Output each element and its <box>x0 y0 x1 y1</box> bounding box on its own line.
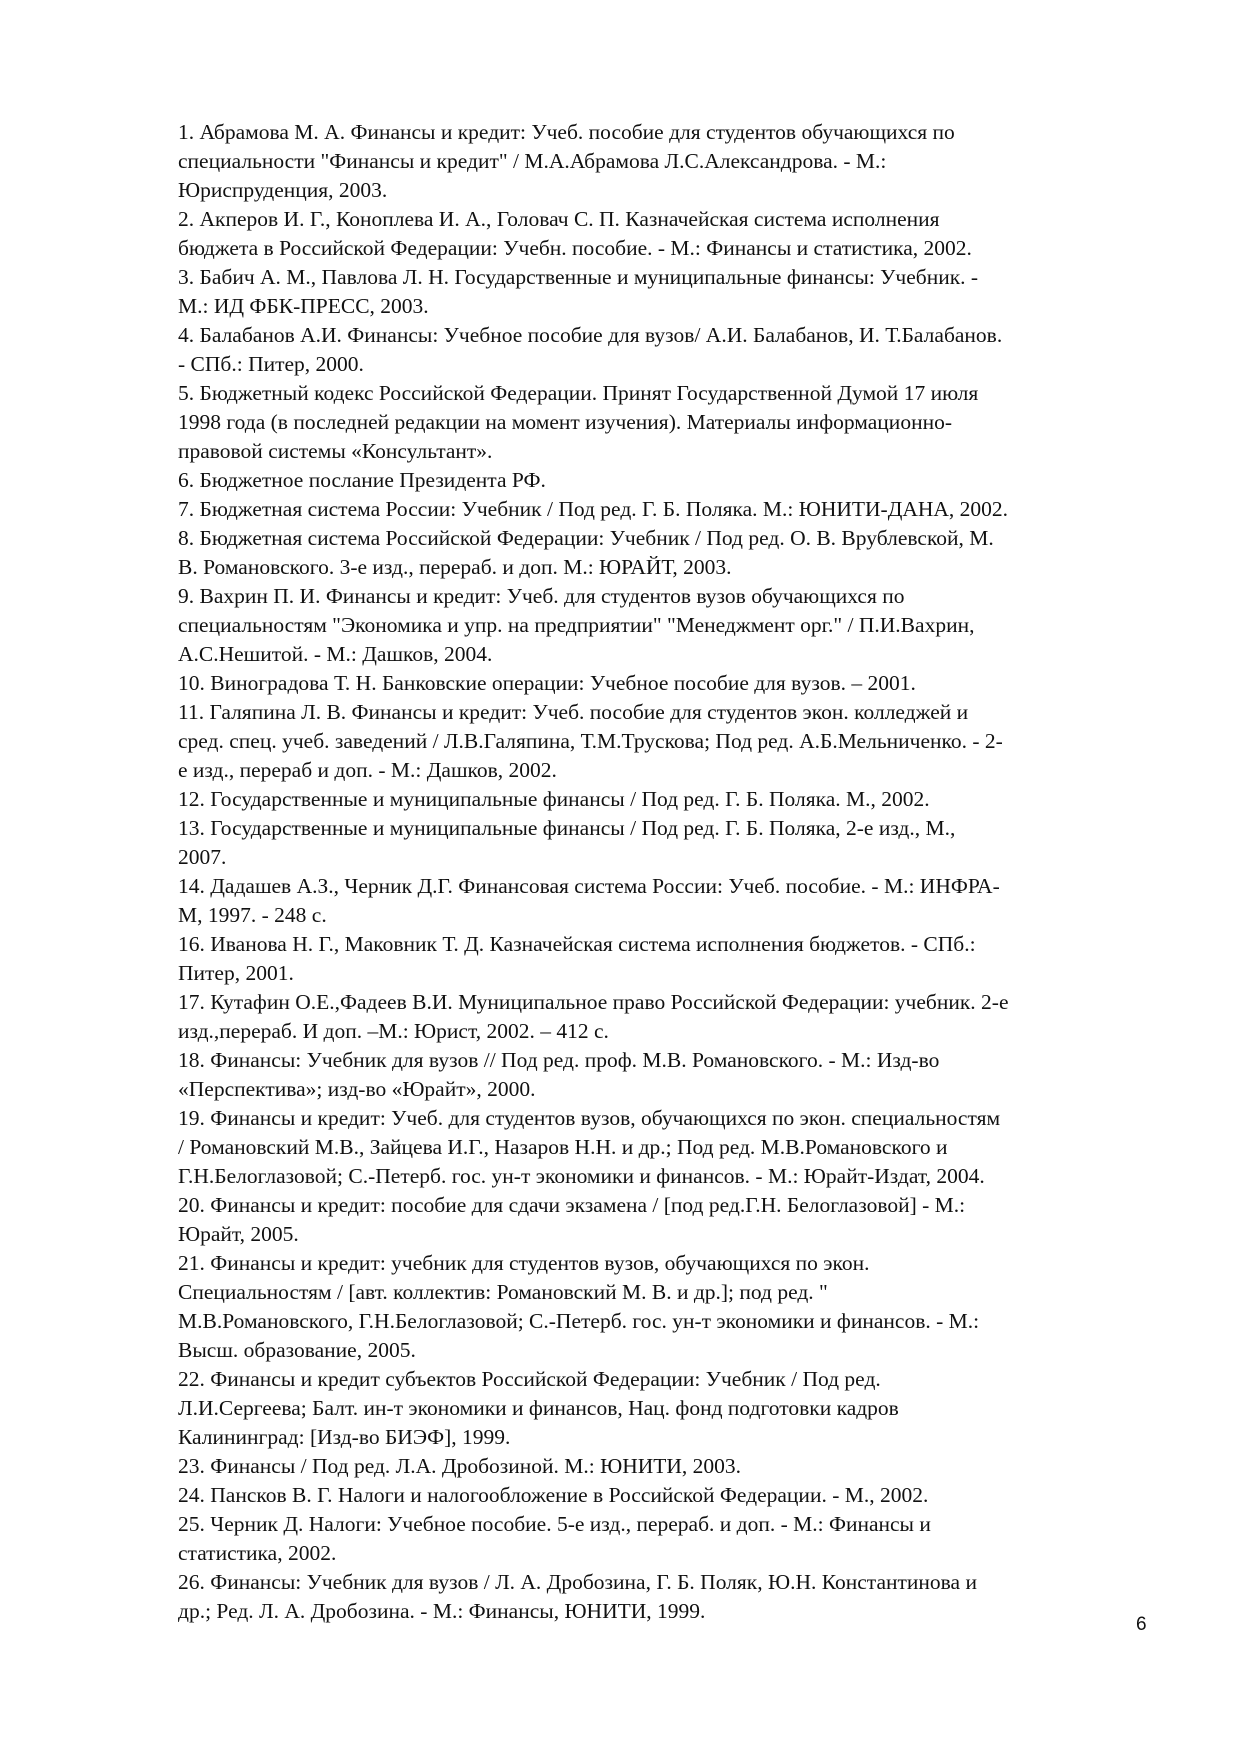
page-number: 6 <box>1136 1614 1147 1635</box>
bibliography-entry: 10. Виноградова Т. Н. Банковские операции: Учебное пособие для вузов. – 2001. <box>178 671 916 695</box>
bibliography-entry: 7. Бюджетная система России: Учебник / Под ред. Г. Б. Поляка. М.: ЮНИТИ-ДАНА, 2002. <box>178 497 1009 521</box>
bibliography-entry: 3. Бабич А. М., Павлова Л. Н. Государственные и муниципальные финансы: Учебник. - М.: ИД ФБК-ПРЕСС, 2003. <box>178 265 979 318</box>
bibliography-entry: 19. Финансы и кредит: Учеб. для студентов вузов, обучающихся по экон. специальностям / Романовский М.В., Зайцева И.Г., Назаров Н.Н. и др.; Под ред. М.В.Романовского и Г.Н.Белоглазовой; С.-Петерб. гос. ун-т экономики и финансов. - М.: Юрайт-Издат, 2004. <box>178 1106 1001 1188</box>
bibliography-entry: 23. Финансы / Под ред. Л.А. Дробозиной. М.: ЮНИТИ, 2003. <box>178 1454 742 1478</box>
bibliography-entry: 13. Государственные и муниципальные финансы / Под ред. Г. Б. Поляка, 2-е изд., М., 2007. <box>178 816 956 869</box>
bibliography-entry: 9. Вахрин П. И. Финансы и кредит: Учеб. для студентов вузов обучающихся по специальностям "Экономика и упр. на предприятии" "Менеджмент орг." / П.И.Вахрин, А.С.Нешитой. - М.: Дашков, 2004. <box>178 584 975 666</box>
bibliography-entry: 22. Финансы и кредит субъектов Российской Федерации: Учебник / Под ред. Л.И.Сергеева; Балт. ин-т экономики и финансов, Нац. фонд подготовки кадров Калининград: [Изд-во БИЭФ], 1999. <box>178 1367 899 1449</box>
bibliography-entry: 11. Галяпина Л. В. Финансы и кредит: Учеб. пособие для студентов экон. колледжей и сред. спец. учеб. заведений / Л.В.Галяпина, Т.М.Трускова; Под ред. А.Б.Мельниченко. - 2- е изд., перераб и доп. - М.: Дашков, 2002. <box>178 700 1003 782</box>
bibliography-entry: 21. Финансы и кредит: учебник для студентов вузов, обучающихся по экон. Специальностям / [авт. коллектив: Романовский М. В. и др.]; под ред. " М.В.Романовского, Г.Н.Белоглазовой; С.-Петерб. гос. ун-т экономики и финансов. - М.: Высш. образование, 2005. <box>178 1251 980 1362</box>
bibliography-entry: 20. Финансы и кредит: пособие для сдачи экзамена / [под ред.Г.Н. Белоглазовой] - М.: Юрайт, 2005. <box>178 1193 966 1246</box>
bibliography-list <box>178 118 1168 1626</box>
bibliography-entry: 25. Черник Д. Налоги: Учебное пособие. 5-е изд., перераб. и доп. - М.: Финансы и статистика, 2002. <box>178 1512 931 1565</box>
bibliography-entry: 4. Балабанов А.И. Финансы: Учебное пособие для вузов/ А.И. Балабанов, И. Т.Балабанов. - СПб.: Питер, 2000. <box>178 323 1003 376</box>
bibliography-entry: 24. Пансков В. Г. Налоги и налогообложение в Российской Федерации. - М., 2002. <box>178 1483 929 1507</box>
bibliography-entry: 12. Государственные и муниципальные финансы / Под ред. Г. Б. Поляка. М., 2002. <box>178 787 930 811</box>
bibliography-entry: 26. Финансы: Учебник для вузов / Л. А. Дробозина, Г. Б. Поляк, Ю.Н. Константинова и др.; Ред. Л. А. Дробозина. - М.: Финансы, ЮНИТИ, 1999. <box>178 1570 977 1623</box>
bibliography-entry: 18. Финансы: Учебник для вузов // Под ред. проф. М.В. Романовского. - М.: Изд-во «Перспектива»; изд-во «Юрайт», 2000. <box>178 1048 940 1101</box>
bibliography-entry: 1. Абрамова М. А. Финансы и кредит: Учеб. пособие для студентов обучающихся по специальности "Финансы и кредит" / М.А.Абрамова Л.С.Александрова. - М.: Юриспруденция, 2003. <box>178 120 955 202</box>
bibliography-entry: 16. Иванова Н. Г., Маковник Т. Д. Казначейская система исполнения бюджетов. - СПб.: Питер, 2001. <box>178 932 976 985</box>
bibliography-entry: 14. Дадашев А.З., Черник Д.Г. Финансовая система России: Учеб. пособие. - М.: ИНФРА- М, 1997. - 248 с. <box>178 874 1000 927</box>
bibliography-entry: 8. Бюджетная система Российской Федерации: Учебник / Под ред. О. В. Врублевской, М. В. Романовского. 3-е изд., перераб. и доп. М.: ЮРАЙТ, 2003. <box>178 526 994 579</box>
bibliography-entry: 2. Акперов И. Г., Коноплева И. А., Головач С. П. Казначейская система исполнения бюджета в Российской Федерации: Учебн. пособие. - М.: Финансы и статистика, 2002. <box>178 207 972 260</box>
bibliography-entry: 5. Бюджетный кодекс Российской Федерации. Принят Государственной Думой 17 июля 1998 года (в последней редакции на момент изучения). Материалы информационно- правовой системы «Консультант». <box>178 381 979 463</box>
bibliography-entry: 17. Кутафин О.Е.,Фадеев В.И. Муниципальное право Российской Федерации: учебник. 2-е изд.,перераб. И доп. –М.: Юрист, 2002. – 412 с. <box>178 990 1009 1043</box>
bibliography-entry: 6. Бюджетное послание Президента РФ. <box>178 468 546 492</box>
